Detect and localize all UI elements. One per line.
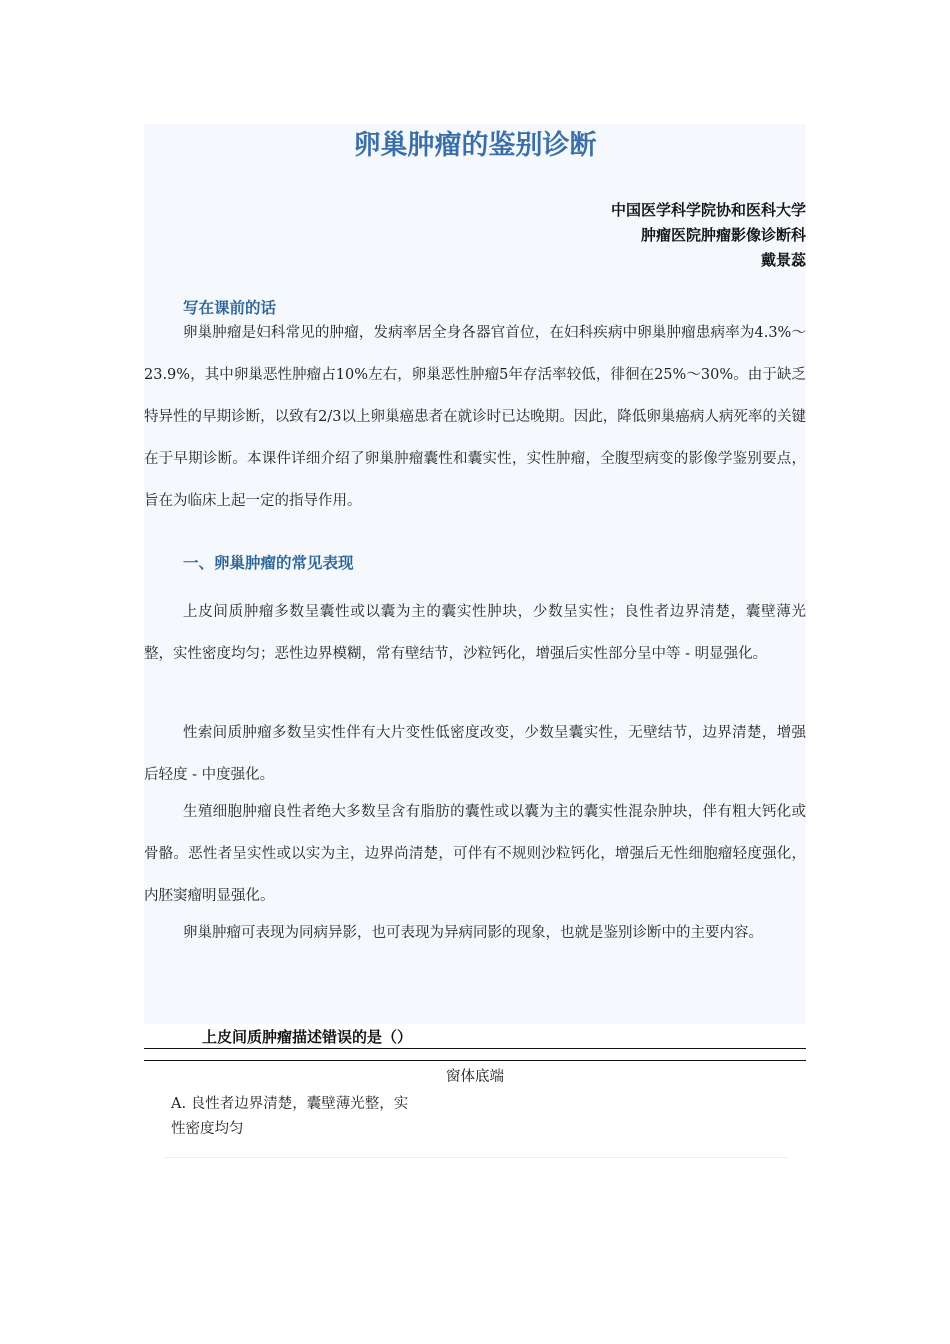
quiz-question: 上皮间质肿瘤描述错误的是（） — [202, 1028, 413, 1046]
answer-option-a[interactable]: A. 良性者边界清楚，囊壁薄光整，实性密度均匀 — [171, 1096, 409, 1137]
paragraph-epithelial: 上皮间质肿瘤多数呈囊性或以囊为主的囊实性肿块，少数呈实性；良性者边界清楚，囊壁薄光整，实性密度均匀；恶性边界模糊，常有壁结节，沙粒钙化，增强后实性部分呈中等 - 明显强化。 — [144, 604, 806, 662]
paragraph-sex-cord: 性索间质肿瘤多数呈实性伴有大片变性低密度改变，少数呈囊实性，无壁结节，边界清楚，增强后轻度 - 中度强化。 — [144, 725, 806, 783]
author-department: 肿瘤医院肿瘤影像诊断科 — [640, 226, 806, 244]
document-title: 卵巢肿瘤的鉴别诊断 — [353, 130, 597, 161]
preface-paragraph: 卵巢肿瘤是妇科常见的肿瘤，发病率居全身各器官首位，在妇科疾病中卵巢肿瘤患病率为4.3%～23.9%，其中卵巢恶性肿瘤占10%左右，卵巢恶性肿瘤5年存活率较低，徘徊在25%～30%。由于缺乏特异性的早期诊断，以致有2/3以上卵巢癌患者在就诊时已达晚期。因此，降低卵巢癌病人病死率的关键在于早期诊断。本课件详细介绍了卵巢肿瘤囊性和囊实性，实性肿瘤，全腹型病变的影像学鉴别要点，旨在为临床上起一定的指导作用。 — [144, 325, 806, 509]
divider-top — [144, 1048, 806, 1049]
option-divider — [165, 1157, 787, 1158]
paragraph-germ-cell: 生殖细胞肿瘤良性者绝大多数呈含有脂肪的囊性或以囊为主的囊实性混杂肿块，伴有粗大钙化或骨骼。恶性者呈实性或以实为主，边界尚清楚，可伴有不规则沙粒钙化，增强后无性细胞瘤轻度强化，内胚窦瘤明显强化。 — [144, 804, 806, 904]
paragraph-summary: 卵巢肿瘤可表现为同病异影，也可表现为异病同影的现象，也就是鉴别诊断中的主要内容。 — [183, 925, 763, 941]
author-name: 戴景蕊 — [760, 251, 806, 269]
preface-heading: 写在课前的话 — [183, 299, 277, 317]
form-bottom-label: 窗体底端 — [446, 1069, 504, 1085]
divider-bottom — [144, 1060, 806, 1061]
section-heading: 一、卵巢肿瘤的常见表现 — [183, 554, 354, 572]
author-institution: 中国医学科学院协和医科大学 — [610, 201, 806, 219]
